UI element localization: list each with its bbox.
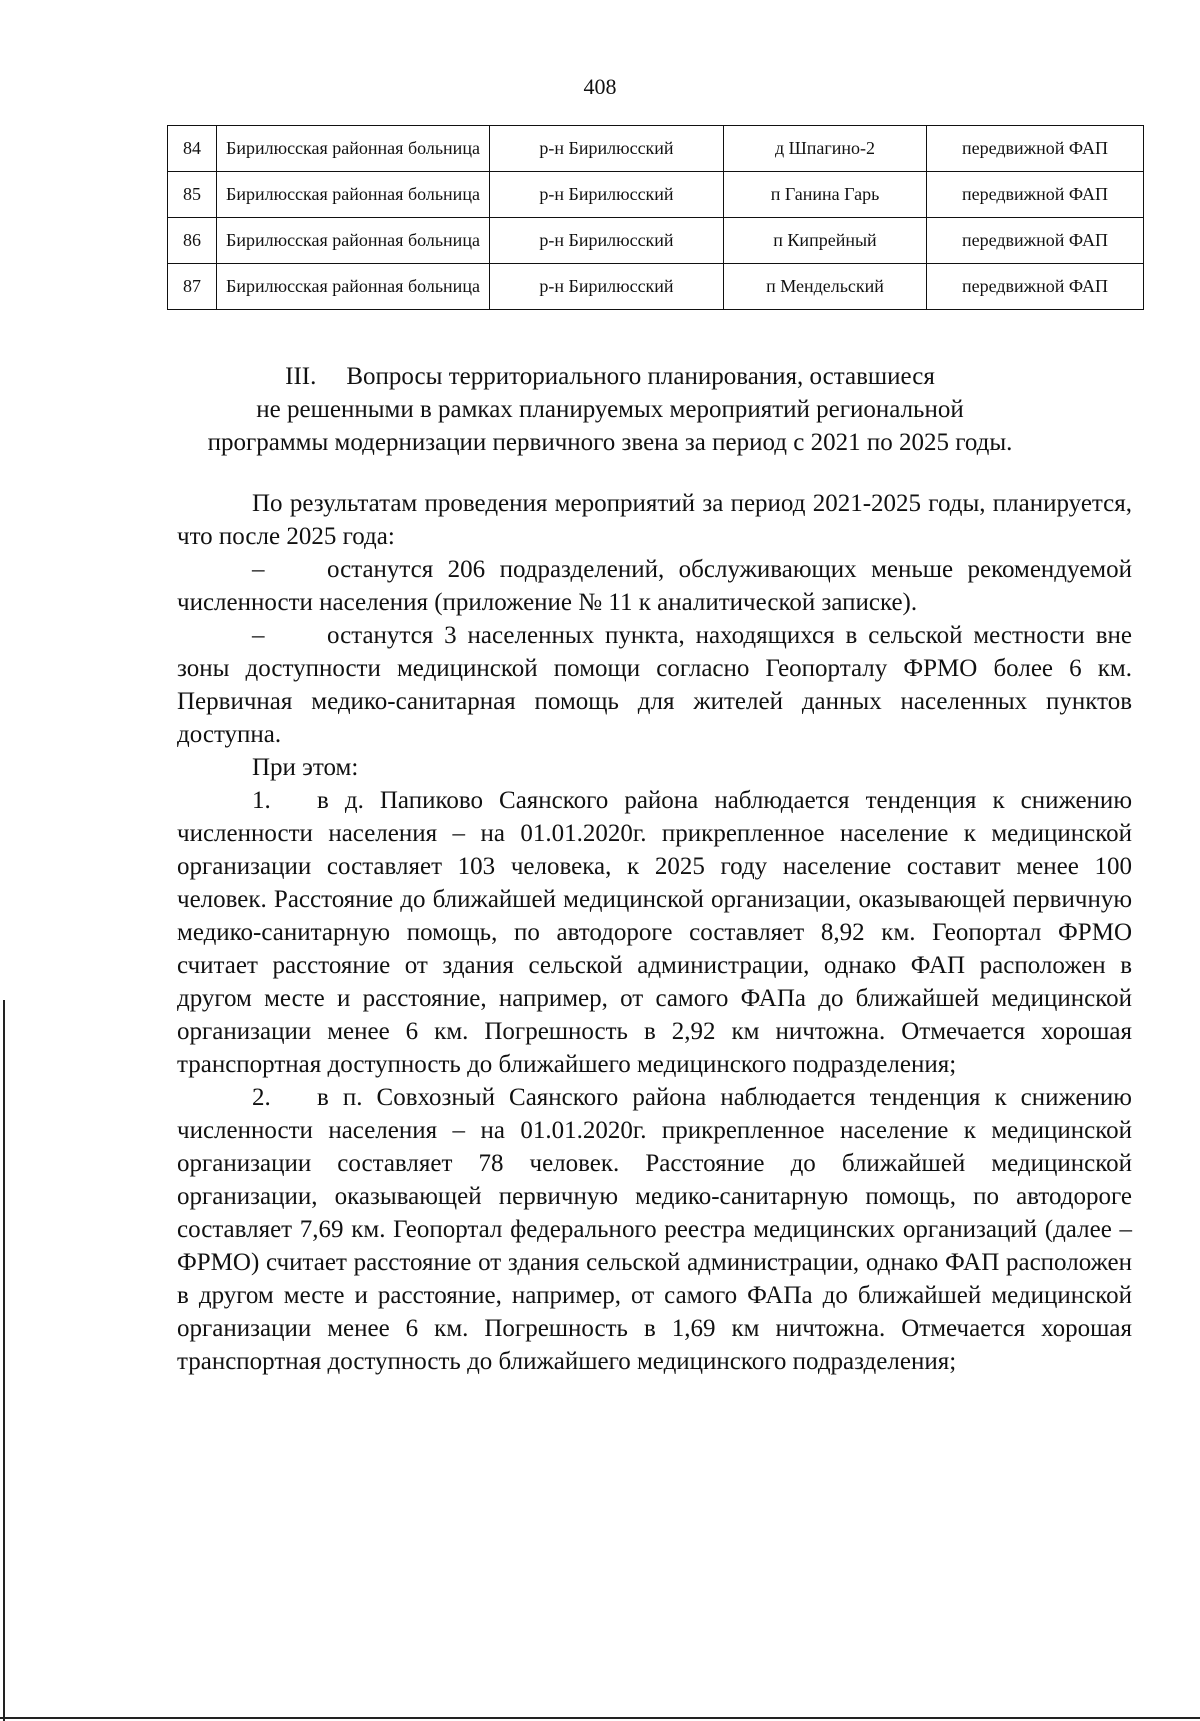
section-roman-numeral: III. xyxy=(285,363,317,390)
scan-edge-bottom xyxy=(0,1717,1200,1719)
table-row xyxy=(168,218,1144,264)
hospital-cell: Бирилюсская районная больница xyxy=(217,126,490,172)
table-row xyxy=(168,264,1144,310)
item-number: 1. xyxy=(252,787,271,814)
numbered-item xyxy=(177,784,1132,1081)
heading-line-3: программы модернизации первичного звена за период с 2021 по 2025 годы. xyxy=(207,429,1013,456)
row-number: 86 xyxy=(168,218,217,264)
facility-type-cell: передвижной ФАП xyxy=(927,126,1144,172)
facility-type-cell: передвижной ФАП xyxy=(927,218,1144,264)
intro-paragraph: По результатам проведения мероприятий за период 2021-2025 годы, планируется, что после 2025 года: xyxy=(177,490,1132,550)
page-number: 408 xyxy=(583,74,617,99)
bullet-text: останутся 3 населенных пункта, находящихся в сельской местности вне зоны доступности медицинской помощи согласно Геопорталу ФРМО более 6 км. Первичная медико-санитарная помощь для жителей данных населенных пунктов доступна. xyxy=(177,622,1132,748)
heading-line xyxy=(150,360,1070,393)
facilities-table xyxy=(167,125,1144,310)
scan-edge-left xyxy=(3,1000,5,1721)
pri-etom-paragraph: При этом: xyxy=(252,754,359,781)
locality-cell: п Кипрейный xyxy=(724,218,927,264)
row-number: 84 xyxy=(168,126,217,172)
bullet-text: останутся 206 подразделений, обслуживающих меньше рекомендуемой численности населения (приложение № 11 к аналитической записке). xyxy=(177,556,1132,616)
hospital-cell: Бирилюсская районная больница xyxy=(217,264,490,310)
bullet-item xyxy=(177,619,1132,751)
bullet-item xyxy=(177,553,1132,619)
bullet-marker: – xyxy=(252,556,265,583)
item-number: 2. xyxy=(252,1084,271,1111)
locality-cell: п Мендельский xyxy=(724,264,927,310)
district-cell: р-н Бирилюсский xyxy=(490,172,724,218)
district-cell: р-н Бирилюсский xyxy=(490,218,724,264)
body-text xyxy=(177,487,1132,1378)
hospital-cell: Бирилюсская районная больница xyxy=(217,218,490,264)
hospital-cell: Бирилюсская районная больница xyxy=(217,172,490,218)
item-text: в д. Папиково Саянского района наблюдается тенденция к снижению численности населения – на 01.01.2020г. прикрепленное население к медицинской организации составляет 103 человека, к 2025 году население составит менее 100 человек. Расстояние до ближайшей медицинской организации, оказывающей первичную медико-санитарную помощь, по автодороге составляет 8,92 км. Геопортал ФРМО считает расстояние от здания сельской администрации, однако ФАП расположен в другом месте и расстояние, например, от самого ФАПа до ближайшей медицинской организации менее 6 км. Погрешность в 2,92 км ничтожна. Отмечается хорошая транспортная доступность до ближайшего медицинского подразделения; xyxy=(177,787,1132,1078)
table-row xyxy=(168,126,1144,172)
section-heading xyxy=(150,360,1070,459)
facility-type-cell: передвижной ФАП xyxy=(927,264,1144,310)
district-cell: р-н Бирилюсский xyxy=(490,126,724,172)
row-number: 85 xyxy=(168,172,217,218)
table-row xyxy=(168,172,1144,218)
locality-cell: п Ганина Гарь xyxy=(724,172,927,218)
item-text: в п. Совхозный Саянского района наблюдается тенденция к снижению численности населения – на 01.01.2020г. прикрепленное население к медицинской организации составляет 78 человек. Расстояние до ближайшей медицинской организации, оказывающей первичную медико-санитарную помощь, по автодороге составляет 7,69 км. Геопортал федерального реестра медицинских организаций (далее – ФРМО) считает расстояние от здания сельской администрации, однако ФАП расположен в другом месте и расстояние, например, от самого ФАПа до ближайшей медицинской организации менее 6 км. Погрешность в 1,69 км ничтожна. Отмечается хорошая транспортная доступность до ближайшего медицинского подразделения; xyxy=(177,1084,1132,1375)
row-number: 87 xyxy=(168,264,217,310)
bullet-marker: – xyxy=(252,622,265,649)
numbered-item xyxy=(177,1081,1132,1378)
district-cell: р-н Бирилюсский xyxy=(490,264,724,310)
heading-line-2: не решенными в рамках планируемых мероприятий региональной xyxy=(256,396,964,423)
locality-cell: д Шпагино-2 xyxy=(724,126,927,172)
facility-type-cell: передвижной ФАП xyxy=(927,172,1144,218)
heading-line-1: Вопросы территориального планирования, оставшиеся xyxy=(346,363,935,390)
